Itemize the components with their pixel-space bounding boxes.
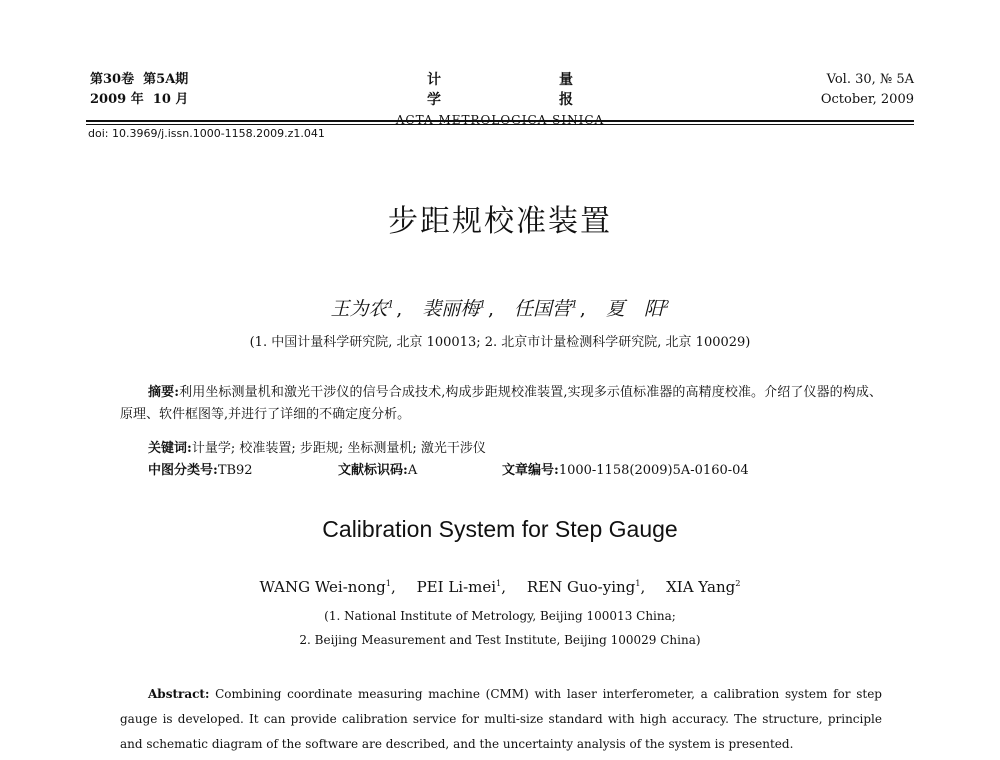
abstract-en <box>120 682 882 757</box>
doi: doi: 10.3969/j.issn.1000-1158.2009.z1.041 <box>88 127 325 140</box>
author-en: PEI Li-mei$^1$, <box>416 578 507 596</box>
affiliation-en-2: 2. Beijing Measurement and Test Institute, Beijing 100029 China) <box>299 633 701 647</box>
abstract-cn-label: 摘要: <box>148 385 180 400</box>
abstract-cn-text: 利用坐标测量机和激光干涉仪的信号合成技术,构成步距规校准装置,实现多示值标准器的高精度校准。介绍了仪器的构成、原理、软件框图等,并进行了详细的不确定度分析。 <box>120 385 882 422</box>
clc-value: TB92 <box>217 463 253 478</box>
header-rule-thick <box>86 120 914 122</box>
journal-header <box>0 70 1000 127</box>
doc-code-value: A <box>407 463 418 478</box>
keywords-cn <box>148 438 486 460</box>
article-no-value: 1000-1158(2009)5A-0160-04 <box>558 463 749 478</box>
page-title-en: Calibration System for Step Gauge <box>322 516 678 542</box>
article-no-label: 文章编号: <box>502 463 559 478</box>
doc-code-label: 文献标识码: <box>338 463 408 478</box>
year-cn: 2009 年 <box>90 92 144 107</box>
affiliation-en-1: (1. National Institute of Metrology, Beijing 100013 China; <box>324 609 676 623</box>
header-right <box>821 70 914 110</box>
header-rule-thin <box>86 124 914 125</box>
clc-label: 中图分类号: <box>148 463 218 478</box>
volume-cn: 第30卷 <box>90 72 135 87</box>
issue-cn: 第5A期 <box>143 72 189 87</box>
journal-title-en: ACTA METROLOGICA SINICA <box>395 113 605 127</box>
volume-en: Vol. 30, № 5A <box>826 72 914 87</box>
authors-en <box>0 578 1000 596</box>
journal-title-cn: 计 量 学 报 <box>427 72 691 108</box>
authors-cn: 王为农$^1$ , 裴丽梅$^1$ , 任国营$^1$ , 夏 阳$^2$ <box>330 298 670 320</box>
author-en: XIA Yang$^2$ <box>666 578 741 596</box>
author-cn: 任国营$^1$ <box>514 298 578 320</box>
author-en: WANG Wei-nong$^1$, <box>259 578 396 596</box>
author-en: REN Guo-ying$^1$, <box>526 578 646 596</box>
page-title-cn: 步距规校准装置 <box>388 204 612 239</box>
affiliation-cn: (1. 中国计量科学研究院, 北京 100013; 2. 北京市计量检测科学研究院, 北京 100029) <box>249 335 751 350</box>
abstract-en-text: Combining coordinate measuring machine (CMM) with laser interferometer, a calibration system for step gauge is developed. It can provide calibration service for multi-size standard with high accuracy. The structure, principle and schematic diagram of the software are described, and the uncertainty analysis of the system is presented. <box>120 687 882 751</box>
month-cn: 10 月 <box>152 92 189 107</box>
date-en: October, 2009 <box>820 92 914 107</box>
author-cn: 王为农$^1$ <box>330 298 395 320</box>
keywords-text: 计量学; 校准装置; 步距规; 坐标测量机; 激光干涉仪 <box>191 441 486 456</box>
header-left <box>90 70 188 110</box>
author-cn: 裴丽梅$^1$ <box>422 298 486 320</box>
author-cn: 夏 阳$^2$ <box>605 298 670 320</box>
abstract-cn <box>120 382 882 426</box>
keywords-label: 关键词: <box>148 441 192 456</box>
classification-line <box>148 460 868 482</box>
abstract-en-label: Abstract: <box>148 687 210 701</box>
